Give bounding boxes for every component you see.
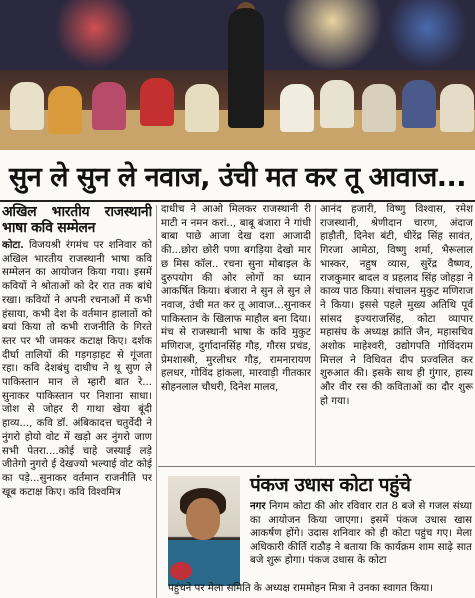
speaker-at-podium <box>228 8 264 128</box>
seated-poet <box>440 84 474 132</box>
article-dateline: कोटा. <box>2 239 24 251</box>
seated-poet <box>362 84 396 132</box>
article-text: दाधीच ने आओ मिलकर राजस्थानी री माटी न नमन करां.., बाबू बंजारा ने गांधी बाबा पाछे आजा देख दशा आजादी की...छोरा छोरी पणा बगड़िया देखो मार छ मिस कॉल.. रचना सुना मोबाइल के दुरुपयोग की ओर लोगों का ध्यान आकर्षित किया। बंजारा ने सुन ले सुन ले नवाज, उंची मत कर तू आवाज...सुनाकर पाकिस्तान के खिलाफ माहौल बना दिया। मंच से राजस्थानी भाषा के कवि मुकुट मणिराज, दुर्गादानसिंह गौड़, गौरस प्रचंड, प्रेमशास्त्री, मुरलीधर गौड़, रामनारायण हलधर, गोविंद हांकला, मारवाड़ी गीतकार सोहनलाल चौधरी, दिनेश मालव, <box>161 204 311 394</box>
article-paragraph <box>2 239 152 499</box>
headline: सुन ले सुन ले नवाज, उंची मत कर तू आवाज... <box>8 161 466 193</box>
article-column-2 <box>161 203 311 465</box>
sidebar-dateline: नगर <box>250 500 266 512</box>
sidebar-story-tail: पहुंचने पर मेला समिति के अध्यक्ष राममोहन मित्रा ने उनका स्वागत किया। <box>168 583 433 594</box>
box-divider <box>158 466 475 467</box>
article-text: विजयश्री रंगमंच पर शनिवार को अखिल भारतीय राजस्थानी भाषा कवि सम्मेलन का आयोजन किया गया। इसमें कवियों ने श्रोताओं को देर रात तक बांधे रखा। कवियों ने अपनी रचनाओं में कभी हंसाया, कभी देश के वर्तमान हालातों को बयां किया तो कभी राजनीति के गिरते स्तर पर भी जमकर कटाक्ष किए। दर्शक दीर्घा तालियों की गड़गड़ाहट से गूंजता रहा। कवि देशबंधु दाधीच ने थू सुण ले पाकिस्तान मान ले म्हारी बात रे... सुनाकर पाकिस्तान पर निशाना साधा। जोश से जोहर री गाथा खेया बूंदी हाव्य..., कवि डॉ. अंबिकादत्त चतुर्वेदी ने नुंगरो होयो वोट में खड़ो अर नुंगरो जाण सभी पेतरा....कोई चाहे जस्याई लड़े जीतेगो नुगरो ई देखज्यो भल्याई वोट कोई का पड़े...सुनाकर वर्तमान राजनीति पर खूब कटाक्ष किए। कवि विश्वमित्र <box>2 240 152 498</box>
divider <box>0 200 475 202</box>
seated-poet <box>48 86 82 134</box>
seated-poet <box>402 80 436 128</box>
portrait-bouquet <box>170 562 192 580</box>
column-divider <box>315 205 316 465</box>
sidebar-text: निगम कोटा की ओर रविवार रात 8 बजे से गजल संध्या का आयोजन किया जाएगा। इसमें पंकज उधास खास आकर्षण होंगे। उदास शनिवार को ही कोटा पहुंच गए। मेला अधिकारी कीर्ति राठौड़ ने बताया कि कार्यक्रम शाम साढ़े सात बजे शुरू होगा। पंकज उधास के कोटा <box>250 501 472 567</box>
seated-poet <box>185 84 219 132</box>
article-subheading: अखिल भारतीय राजस्थानी भाषा कवि सम्मेलन <box>2 204 152 236</box>
column-divider <box>156 205 157 598</box>
seated-poet <box>92 82 126 130</box>
seated-poet <box>280 84 314 132</box>
seated-poet <box>140 78 174 126</box>
seated-poet <box>320 80 354 128</box>
sidebar-story-title: पंकज उधास कोटा पहुंचे <box>250 474 411 496</box>
article-column-3 <box>320 203 473 465</box>
singer-portrait-photo <box>168 476 240 586</box>
article-column-1 <box>2 203 152 598</box>
sidebar-story <box>160 468 475 598</box>
seated-poet <box>10 82 44 130</box>
article-text: आनंद हजारी, विष्णु विश्वास, रमेश राजस्थानी, श्रेणीदान चारण, अंदाज हाड़ौती, दिनेश बंटी, धीरेंद्र सिंह सावंत, गिरजा आमेठा, विष्णु शर्मा, भैरूलाल भास्कर, नहुष व्यास, सुरेंद्र वैष्णव, राजकुमार बादल व प्रहलाद सिंह जोहड़ा ने काव्य पाठ किया। संचालन मुकुट मणिराज ने किया। इससे पहले मुख्य अतिथि पूर्व सांसद इज्यराजसिंह, कोटा व्यापार महासंघ के अध्यक्ष क्रांति जैन, महासचिव अशोक माहेश्वरी, उद्योगपति गोविंदराम मित्तल ने विधिवत दीप प्रज्वलित कर शुरुआत की। इसके साथ ही गुंगार, हास्य और वीर रस की कविताओं का दौर शुरू हो गया। <box>320 204 473 407</box>
event-stage-photo <box>0 0 475 150</box>
portrait-face <box>186 498 220 540</box>
